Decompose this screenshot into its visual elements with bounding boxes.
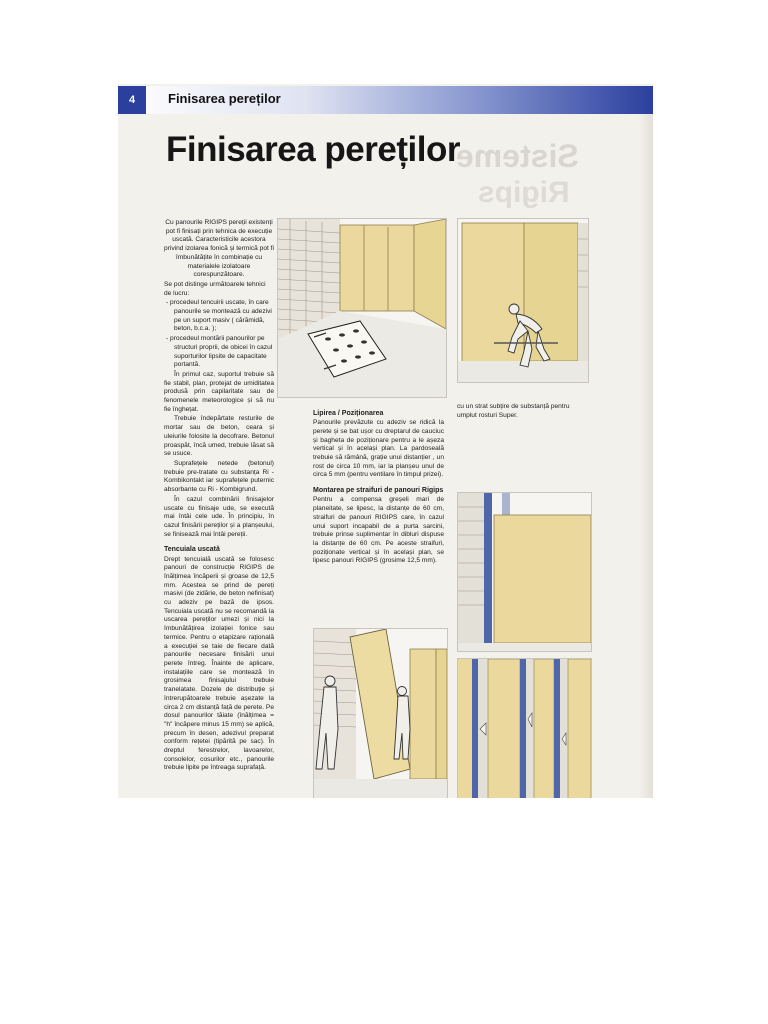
intro-paragraph: Cu panourile RIGIPS pereții existenți pot fi finisați prin tehnica de execuție uscată. Caracteristicile acestora privind izolarea fonică și termică pot fi îmbunătățite în combinație cu materialele izolatoare corespunzătoare. <box>164 219 274 279</box>
illustration-metal-profiles <box>457 658 592 798</box>
document-page <box>118 84 653 798</box>
paragraph-lipirea: Panourile prevăzute cu adeziv se ridică la perete și se bat ușor cu dreptarul de cauciuc și bagheta de poziționare pentru a le așeza vertical și în același plan. La pardoseală trebuie să rămână, grație unui distanțier , un rost de circa 10 mm, iar la planșeu unul de circa 5 mm (pentru ventilare în timpul prizei). <box>313 419 444 479</box>
paragraph-column-3: cu un strat subțire de substanță pentru umplut rosturi Super. <box>457 403 570 419</box>
text-column-2 <box>313 403 444 567</box>
paragraph-1: În primul caz, suportul trebuie să fie stabil, plan, protejat de umiditatea produsă prin capilaritate sau de fenomenele meteorologice și să nu fie înghețat. <box>164 370 274 413</box>
technique-bullet-2: - procedeul montării panourilor pe structuri proprii, de obicei în cazul suporturilor lipsite de capacitate portantă. <box>166 335 273 369</box>
show-through-text-1: Sisteme <box>456 138 579 174</box>
illustration-room-panels <box>277 218 447 398</box>
page-title: Finisarea pereților <box>166 130 460 169</box>
text-column-3 <box>457 403 591 421</box>
paragraph-montarea: Pentru a compensa greșeli mari de planeitate, se lipesc, la distanțe de 60 cm, straifuri de panouri RIGIPS care, în cazul unui suport incapabil de a purta sarcini, trebuie prinse suplimentar în dibluri dispuse la distanțe de 60 cm. Pe aceste straifuri, poziționate vertical și în același plan, se lipesc panouri RIGIPS (grosime 12,5 mm). <box>313 496 444 565</box>
illustration-worker-positioning <box>457 218 589 383</box>
techniques-intro: Se pot distinge următoarele tehnici de lucru: <box>164 280 266 297</box>
running-title: Finisarea pereților <box>168 91 281 106</box>
paragraph-2: Trebuie îndepărtate resturile de mortar sau de beton, ceara și uleiurile folosite la decofrare. Betonul proaspăt, încă umed, trebuie lăsat să se usuce. <box>164 415 274 458</box>
heading-montarea: Montarea pe straifuri de panouri Rigips <box>313 487 444 495</box>
illustration-panel-strips <box>457 492 592 652</box>
technique-bullet-1: - procedeul tencuirii uscate, în care panourile se montează cu adezivi pe un suport masiv ( cărămidă, beton, b.c.a. ); <box>166 299 272 333</box>
paragraph-3: Suprafețele netede (betonul) trebuie pre-tratate cu substanța Ri - Kombikontakt iar suprafețele puternic absorbante cu Ri - Kombigrund. <box>164 459 274 494</box>
header-bar <box>118 86 653 114</box>
heading-lipirea: Lipirea / Poziționarea <box>313 410 384 417</box>
page-number: 4 <box>118 86 146 114</box>
paragraph-4: În cazul combinării finisajelor uscate cu finisaje ude, se execută mai întâi cele ude. În principiu, în cazul finisării pereților și a planșeului, se finisează mai întâi pereții. <box>164 495 274 538</box>
text-column-1 <box>164 219 274 774</box>
show-through-text-2: Rigips <box>478 176 570 209</box>
page-fold-shadow <box>639 114 653 798</box>
paragraph-5: Drept tencuială uscată se folosesc panouri de construcție RIGIPS de înălțimea încăperii și groase de 12,5 mm. Acestea se prind de pereți masivi (de zidărie, de beton nefinisat) cu adeziv pe bază de ipsos. Tencuiala uscată nu se recomandă la uscarea pereților umezi și nici la îmbunătățirea izolației fonice sau termice. Pentru o etapizare rațională a execuției se taie de fiecare dată panourile necesare finisării unui perete întreg. Înainte de aplicare, instalațiile care se montează în grosimea finisajului trebuie tranelatate. Dozele de distribuție și întrerupătoarele trebuie așezate la circa 2 cm distanță față de perete. Pe dosul panourilor tăiate (înălțimea = "h" încăpere minus 15 mm) se aplică, precum în desen, adezivul preparat conform rețetei (tipărită pe sac). În dreptul ferestrelor, lavoarelor, consolelor, cosurilor etc., panourile trebuie lipite pe întreaga suprafață. <box>164 555 274 772</box>
heading-tencuiala: Tencuiala uscată <box>164 546 220 554</box>
illustration-workers-lifting <box>313 628 448 798</box>
